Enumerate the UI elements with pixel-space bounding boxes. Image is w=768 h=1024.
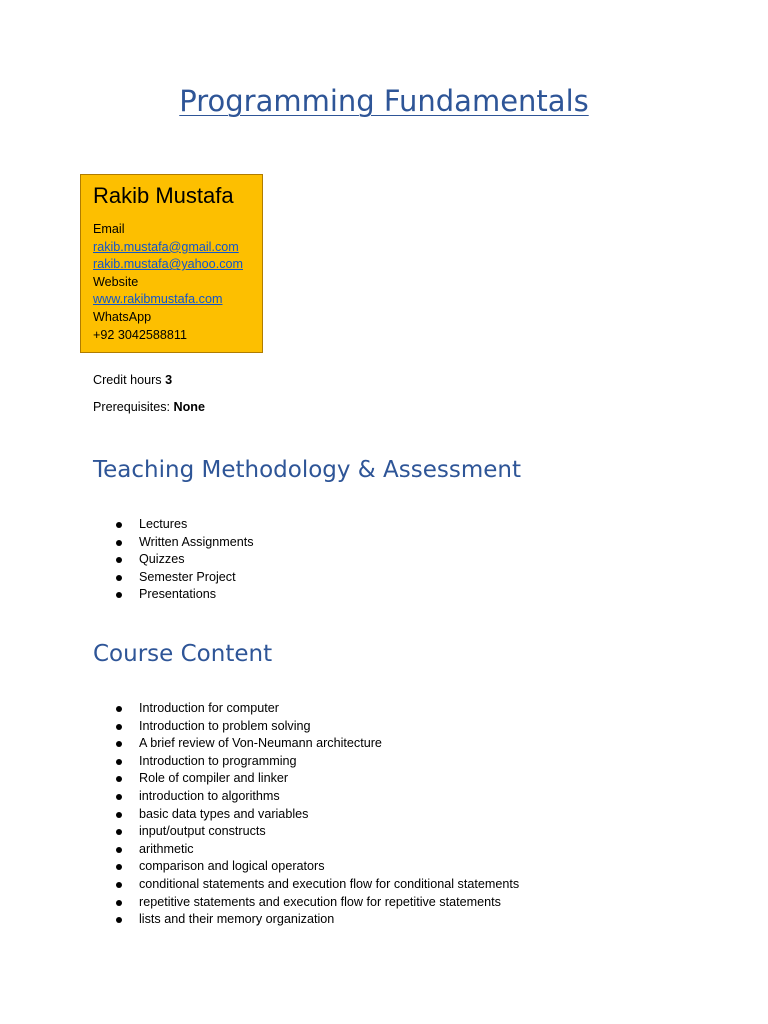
document-title <box>0 84 768 118</box>
list-item: Introduction to problem solving <box>0 718 519 736</box>
list-item: repetitive statements and execution flow for repetitive statements <box>0 894 519 912</box>
website-label: Website <box>93 274 139 289</box>
list-item: input/output constructs <box>0 823 519 841</box>
credit-hours-label: Credit hours <box>93 373 162 387</box>
prerequisites-value: None <box>173 400 205 414</box>
whatsapp-number: +92 3042588811 <box>93 327 187 342</box>
list-item: A brief review of Von-Neumann architecture <box>0 735 519 753</box>
email-label: Email <box>93 222 125 236</box>
website-link[interactable]: www.rakibmustafa.com <box>93 292 223 307</box>
list-item: conditional statements and execution flow for conditional statements <box>0 876 519 894</box>
email-link-yahoo[interactable]: rakib.mustafa@yahoo.com <box>93 257 243 272</box>
email-link-gmail[interactable]: rakib.mustafa@gmail.com <box>93 239 239 254</box>
list-item: Introduction to programming <box>0 753 519 771</box>
list-item: lists and their memory organization <box>0 911 519 929</box>
list-item: Introduction for computer <box>0 700 519 718</box>
list-item: basic data types and variables <box>0 806 519 824</box>
credit-hours <box>93 373 172 387</box>
teaching-heading: Teaching Methodology & Assessment <box>93 457 522 483</box>
list-item: Lectures <box>0 516 254 534</box>
list-item: Presentations <box>0 586 254 604</box>
credit-hours-value: 3 <box>165 373 173 387</box>
list-item: Quizzes <box>0 551 254 569</box>
list-item: introduction to algorithms <box>0 788 519 806</box>
list-item: Written Assignments <box>0 534 254 552</box>
list-item: arithmetic <box>0 841 519 859</box>
contact-card <box>80 174 263 353</box>
course-content-list <box>0 700 519 929</box>
prerequisites-label: Prerequisites: <box>93 400 170 414</box>
whatsapp-label: WhatsApp <box>93 309 152 324</box>
instructor-name: Rakib Mustafa <box>93 183 234 208</box>
document-title-text: Programming Fundamentals <box>179 84 589 118</box>
list-item: Role of compiler and linker <box>0 770 519 788</box>
prerequisites <box>93 400 205 414</box>
teaching-list <box>0 516 254 604</box>
list-item: Semester Project <box>0 569 254 587</box>
course-content-heading: Course Content <box>93 641 273 667</box>
list-item: comparison and logical operators <box>0 858 519 876</box>
